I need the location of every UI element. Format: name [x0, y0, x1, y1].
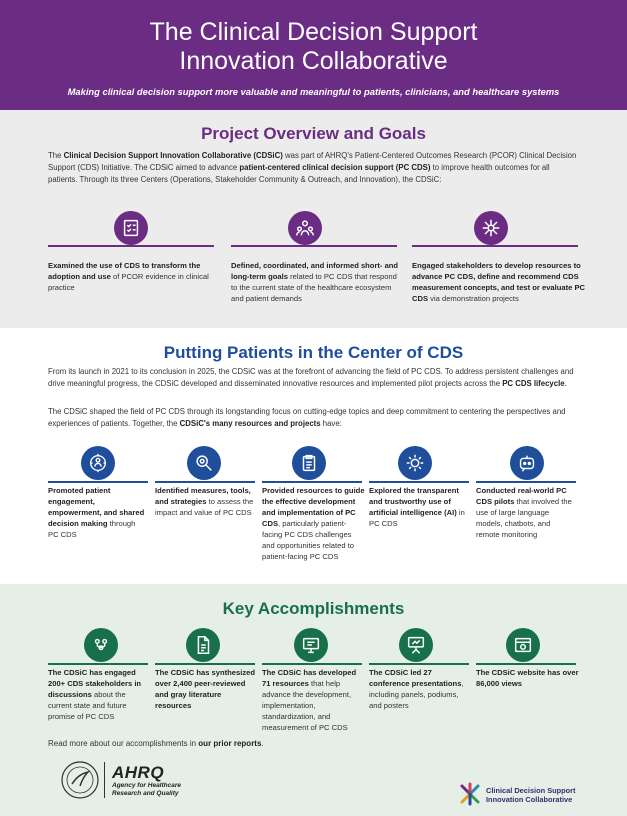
prior-reports-link[interactable]: our prior reports	[198, 739, 262, 748]
stakeholders-icon	[84, 628, 118, 662]
ai-icon	[398, 446, 432, 480]
patients-card-4-rest: in PC CDS	[369, 508, 465, 528]
people-network-icon	[288, 211, 322, 245]
accomplishments-card-5-bold: The CDSiC website has over 86,000 views	[476, 668, 579, 688]
overview-card-3-rest: via demonstration projects	[428, 294, 519, 303]
checklist-icon	[114, 211, 148, 245]
page-title-line-1: The Clinical Decision Support	[149, 18, 478, 46]
accomplishments-card-4-rest: , including panels, podiums, and posters	[369, 679, 464, 710]
resources-icon	[294, 628, 328, 662]
patients-heading: Putting Patients in the Center of CDS	[163, 343, 464, 362]
patients-card-5-rest: that involved the use of large language models, chatbots, and remote monitoring	[476, 497, 572, 539]
accomplishments-card-4-rule	[369, 663, 469, 665]
accomplishments-card-5-text	[476, 667, 586, 689]
engagement-icon	[81, 446, 115, 480]
overview-card-2-bold: Defined, coordinated, and informed short- and long-term goals	[231, 261, 399, 281]
chatbot-icon	[510, 446, 544, 480]
logo-divider	[104, 762, 105, 798]
accomplishments-card-4-text	[369, 667, 471, 711]
cdsic-logo-line-2: Innovation Collaborative	[486, 795, 573, 804]
presentation-icon	[399, 628, 433, 662]
patients-para-2-post: have:	[320, 419, 342, 428]
patients-card-2-rest: to assess the impact and value of PC CDS	[155, 497, 254, 517]
overview-heading: Project Overview and Goals	[201, 124, 426, 143]
patients-card-5-rule	[476, 481, 576, 483]
overview-card-1-rule	[48, 245, 214, 247]
cdsic-logo-text	[486, 786, 576, 804]
read-more-post: .	[261, 739, 264, 748]
overview-card-1-text	[48, 260, 218, 293]
hhs-seal	[60, 760, 100, 800]
document-icon	[186, 628, 220, 662]
patients-para-2-pre: The CDSiC shaped the field of PC CDS through its longstanding focus on cutting-edge topics and deep commitment to centering the perspectives and experiences of patients. Together, the	[48, 407, 566, 428]
overview-intro-pccds: patient-centered clinical decision support (PC CDS)	[239, 163, 431, 172]
patients-card-5-bold: Conducted real-world PC CDS pilots	[476, 486, 567, 506]
patients-card-1-rest: through PC CDS	[48, 519, 136, 539]
overview-card-3-text	[412, 260, 587, 304]
patients-para-1-pre: From its launch in 2021 to its conclusion in 2025, the CDSiC was at the forefront of advancing the field of PC CDS. To address persistent challenges and drive meaningful progress, the CDSiC developed and disseminated innovative resources and implemented pilot projects across the	[48, 367, 574, 388]
accomplishments-heading: Key Accomplishments	[222, 599, 405, 618]
accomplishments-card-1-rest: about the current state and future promise of PC CDS	[48, 690, 127, 721]
hub-icon	[474, 211, 508, 245]
ahrq-agency-line-1: Agency for Healthcare	[112, 782, 181, 789]
overview-card-2-rest: related to PC CDS that respond to the current state of the healthcare ecosystem and patient demands	[231, 272, 397, 303]
accomplishments-card-1-bold: The CDSiC has engaged 200+ CDS stakeholders in discussions	[48, 668, 142, 699]
accomplishments-card-3-bold: The CDSiC has developed 71 resources	[262, 668, 357, 688]
patients-card-4-rule	[369, 481, 469, 483]
patients-card-2-bold: Identified measures, tools, and strategies	[155, 486, 251, 506]
ahrq-agency-line-2: Research and Quality	[112, 790, 179, 797]
patients-para-1	[48, 366, 580, 390]
magnify-gears-icon	[187, 446, 221, 480]
read-more-pre: Read more about our accomplishments in	[48, 739, 199, 748]
accomplishments-card-3-rest: that help advance the development, implementation, standardization, and measurement of PC CDS	[262, 679, 352, 732]
overview-card-3-bold: Engaged stakeholders to develop resources to advance PC CDS, define and recommend CDS measurement concepts, and test or evaluate PC CDS	[412, 261, 586, 303]
overview-card-3-rule	[412, 245, 578, 247]
patients-para-2	[48, 406, 580, 430]
accomplishments-card-2-rule	[155, 663, 255, 665]
clipboard-icon	[292, 446, 326, 480]
patients-card-1-bold: Promoted patient engagement, empowerment, and shared decision making	[48, 486, 145, 528]
patients-para-2-resources: CDSiC's many resources and projects	[179, 419, 321, 428]
overview-card-2-text	[231, 260, 401, 304]
accomplishments-card-2-text	[155, 667, 257, 711]
patients-para-1-post: .	[564, 379, 567, 388]
overview-intro-mid: was part of AHRQ's Patient-Centered Outcomes Research (PCOR) Clinical Decision Support (CDS) Initiative. The CDSiC aimed to advance	[48, 151, 577, 172]
overview-intro-cdsic: Clinical Decision Support Innovation Collaborative (CDSiC)	[63, 151, 283, 160]
patients-card-3-text	[262, 485, 365, 562]
patients-para-1-lifecycle: PC CDS lifecycle	[502, 379, 565, 388]
page-title	[0, 18, 627, 76]
accomplishments-card-5-rule	[476, 663, 576, 665]
accomplishments-card-1-text	[48, 667, 150, 722]
page-subtitle: Making clinical decision support more valuable and meaningful to patients, clinicians, and healthcare systems	[67, 86, 560, 97]
overview-card-2-rule	[231, 245, 397, 247]
patients-card-2-text	[155, 485, 255, 518]
patients-card-5-text	[476, 485, 576, 540]
patients-card-1-text	[48, 485, 148, 540]
header-banner	[0, 0, 627, 110]
overview-intro-post: to improve health outcomes for all patients. Through its three Centers (Operations, Stakeholder Community & Outreach, and Innovation), the CDSiC:	[48, 163, 550, 184]
accomplishments-card-3-rule	[262, 663, 362, 665]
overview-intro	[48, 150, 580, 186]
accomplishments-card-4-bold: The CDSiC led 27 conference presentations	[369, 668, 462, 688]
patients-card-4-bold: Explored the transparent and trustworthy use of artificial intelligence (AI)	[369, 486, 459, 517]
patients-card-3-bold: Provided resources to guide the effective development and implementation of PC CDS	[262, 486, 365, 528]
patients-card-4-text	[369, 485, 469, 529]
patients-card-1-rule	[48, 481, 148, 483]
overview-card-1-bold: Examined the use of CDS to transform the adoption and use	[48, 261, 201, 281]
ahrq-agency-name	[112, 782, 181, 798]
ahrq-logo: AHRQ	[112, 763, 165, 782]
overview-intro-pre: The	[48, 151, 64, 160]
accomplishments-card-3-text	[262, 667, 366, 733]
read-more-line	[48, 738, 448, 750]
website-icon	[506, 628, 540, 662]
cdsic-logo-mark	[458, 782, 482, 806]
accomplishments-card-2-bold: The CDSiC has synthesized over 2,400 peer-reviewed and gray literature resources	[155, 668, 256, 710]
cdsic-logo-line-1: Clinical Decision Support	[486, 786, 576, 795]
page-title-line-2: Innovation Collaborative	[179, 47, 448, 75]
patients-card-3-rule	[262, 481, 362, 483]
accomplishments-card-1-rule	[48, 663, 148, 665]
patients-card-2-rule	[155, 481, 255, 483]
overview-card-1-rest: of PCOR evidence in clinical practice	[48, 272, 209, 292]
patients-card-3-rest: , particularly patient-facing PC CDS challenges and opportunities related to patient-facing PC CDS	[262, 519, 355, 561]
